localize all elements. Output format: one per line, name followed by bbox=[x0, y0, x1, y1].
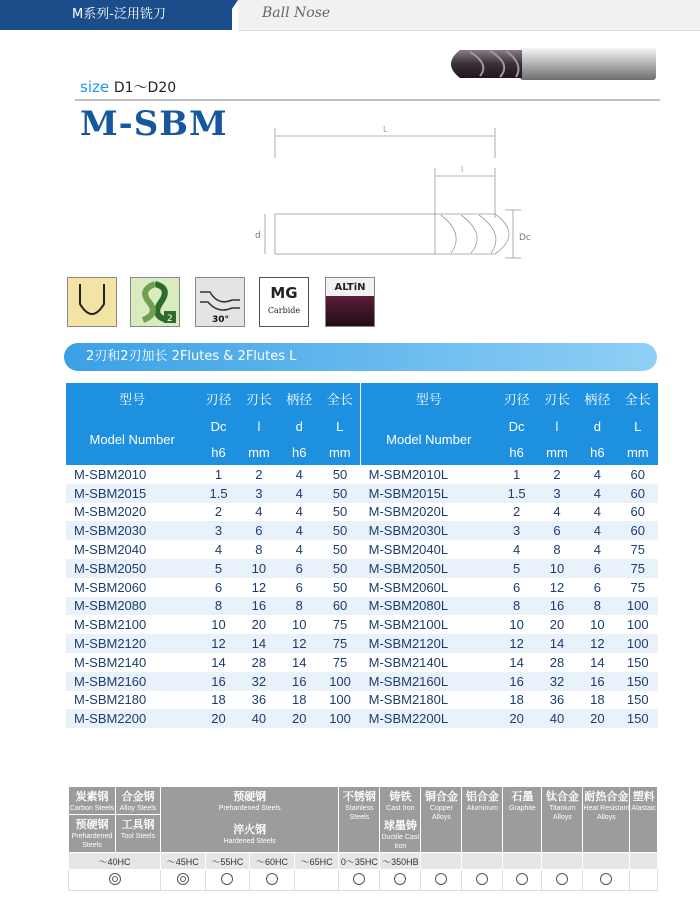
spec-cell: 5 bbox=[198, 559, 238, 578]
two-flute-icon bbox=[130, 277, 180, 327]
flutes-band: 2刃和2刃加长 2Flutes & 2Flutes L bbox=[64, 343, 657, 371]
spec-cell: 4 bbox=[255, 504, 263, 520]
good-mark-icon bbox=[394, 873, 406, 885]
model-number-cell: M-SBM2010L bbox=[368, 466, 449, 482]
spec-cell: 18 bbox=[211, 692, 226, 708]
spec-cell: 2 bbox=[512, 504, 521, 520]
series-label: M系列-泛用铣刀 bbox=[72, 7, 166, 22]
spec-cell: 8 bbox=[255, 542, 263, 558]
spec-cell: 10 bbox=[292, 617, 307, 633]
ball-nose-icon bbox=[67, 277, 117, 327]
spec-cell: 50 bbox=[332, 466, 348, 482]
table-row bbox=[66, 503, 658, 522]
spec-cell: 6 bbox=[295, 579, 303, 595]
spec-cell: 4 bbox=[577, 521, 617, 540]
spec-cell: 100 bbox=[626, 617, 649, 633]
spec-cell: 60 bbox=[630, 466, 645, 482]
spec-cell: 28 bbox=[251, 654, 267, 670]
spec-cell: 8 bbox=[198, 597, 238, 616]
table-row bbox=[66, 465, 658, 484]
model-number-cell: M-SBM2015L bbox=[361, 484, 497, 503]
dim-Dc: Dc bbox=[519, 233, 531, 243]
spec-cell: 100 bbox=[319, 672, 360, 691]
spec-cell: 4 bbox=[214, 542, 223, 558]
spec-cell: 14 bbox=[239, 634, 279, 653]
spec-cell: 3 bbox=[537, 484, 577, 503]
spec-cell: 16 bbox=[537, 597, 577, 616]
model-number-cell: M-SBM2140L bbox=[368, 654, 449, 670]
spec-cell: 3 bbox=[496, 521, 536, 540]
spec-cell: 1 bbox=[512, 466, 521, 482]
spec-cell: 2 bbox=[255, 466, 263, 482]
good-mark-icon bbox=[353, 873, 365, 885]
spec-cell: 14 bbox=[537, 634, 577, 653]
spec-cell: 16 bbox=[496, 672, 536, 691]
excellent-mark-icon bbox=[109, 873, 121, 885]
coating-icon: ALTiN bbox=[325, 277, 375, 327]
spec-cell: 18 bbox=[590, 692, 605, 708]
spec-cell: 4 bbox=[295, 504, 303, 520]
dim-L: L bbox=[383, 125, 388, 134]
model-number-cell: M-SBM2120 bbox=[66, 634, 198, 653]
model-number-cell: M-SBM2200 bbox=[66, 709, 198, 728]
spec-cell: 4 bbox=[279, 521, 319, 540]
table-row bbox=[66, 653, 658, 672]
material-table: 炭素钢 Carbon Steels 合金钢 Alloy Steels 预硬钢 Prehardened Steels 淬火钢 Hardened Steels 不锈钢 Stainless Steels 铸铁 Cast Iron 球墨铸 Ductile Cast Iron 铜合金 Copper Alloys 铝合金 Aluminum 石墨 Graphite 钛合金 Titanium Alloys 耐热合金 Heat Resistant Alloys 塑料 Alastaic 预硬钢 Prehardened Steels 工具钢 Tool Steels ～40HC ～45HC ～55HC ～60HC ～65HC 0～35HC ～350HB bbox=[68, 786, 658, 891]
subtitle: Ball Nose bbox=[262, 5, 331, 21]
table-row bbox=[66, 672, 658, 691]
excellent-mark-icon bbox=[177, 873, 189, 885]
model-number-cell: M-SBM2010 bbox=[74, 466, 147, 482]
good-mark-icon bbox=[556, 873, 568, 885]
model-number-cell: M-SBM2120L bbox=[361, 634, 497, 653]
spec-cell: 16 bbox=[577, 672, 617, 691]
series-tab-edge bbox=[218, 0, 238, 30]
spec-cell: 1 bbox=[214, 466, 223, 482]
spec-cell: 10 bbox=[537, 559, 577, 578]
spec-cell: 12 bbox=[549, 579, 565, 595]
spec-cell: 4 bbox=[593, 542, 601, 558]
spec-cell: 75 bbox=[332, 654, 348, 670]
spec-cell: 20 bbox=[549, 617, 565, 633]
spec-cell: 8 bbox=[496, 597, 536, 616]
spec-cell: 20 bbox=[198, 709, 238, 728]
spec-cell: 6 bbox=[537, 521, 577, 540]
spec-cell: 14 bbox=[509, 654, 524, 670]
table-row bbox=[66, 691, 658, 710]
spec-cell: 150 bbox=[626, 692, 649, 708]
model-number-cell: M-SBM2160 bbox=[66, 672, 198, 691]
table-row bbox=[66, 597, 658, 616]
spec-cell: 6 bbox=[239, 521, 279, 540]
spec-cell: 75 bbox=[630, 579, 645, 595]
spec-cell: 20 bbox=[577, 709, 617, 728]
spec-cell: 8 bbox=[553, 542, 561, 558]
model-number-cell: M-SBM2030L bbox=[361, 521, 497, 540]
spec-cell: 2 bbox=[214, 504, 223, 520]
tool-photo bbox=[440, 40, 660, 90]
model-number-cell: M-SBM2060 bbox=[74, 579, 147, 595]
spec-cell: 10 bbox=[590, 617, 605, 633]
table-row bbox=[66, 615, 658, 634]
good-mark-icon bbox=[221, 873, 233, 885]
spec-cell: 20 bbox=[251, 617, 267, 633]
spec-cell: 60 bbox=[630, 504, 645, 520]
model-number-cell: M-SBM2100 bbox=[74, 617, 147, 633]
model-number-cell: M-SBM2060L bbox=[368, 579, 449, 595]
spec-cell: 1.5 bbox=[496, 484, 536, 503]
spec-cell: 75 bbox=[332, 617, 348, 633]
spec-cell: 12 bbox=[279, 634, 319, 653]
model-number-cell: M-SBM2080L bbox=[361, 597, 497, 616]
spec-cell: 100 bbox=[618, 597, 658, 616]
model-number-cell: M-SBM2020 bbox=[74, 504, 147, 520]
good-mark-icon bbox=[435, 873, 447, 885]
spec-cell: 50 bbox=[319, 559, 360, 578]
spec-cell: 4 bbox=[512, 542, 521, 558]
spec-cell: 50 bbox=[319, 484, 360, 503]
spec-cell: 100 bbox=[618, 634, 658, 653]
spec-cell: 100 bbox=[319, 709, 360, 728]
spec-cell: 36 bbox=[549, 692, 565, 708]
spec-cell: 28 bbox=[549, 654, 565, 670]
series-tab bbox=[0, 0, 232, 30]
table-row bbox=[66, 634, 658, 653]
spec-cell: 4 bbox=[295, 542, 303, 558]
spec-cell: 4 bbox=[279, 484, 319, 503]
spec-cell: 75 bbox=[618, 559, 658, 578]
spec-cell: 32 bbox=[537, 672, 577, 691]
model-number-cell: M-SBM2180L bbox=[368, 692, 449, 708]
model-number-cell: M-SBM2140 bbox=[74, 654, 147, 670]
spec-cell: 4 bbox=[553, 504, 561, 520]
spec-cell: 3 bbox=[198, 521, 238, 540]
spec-cell: 10 bbox=[211, 617, 226, 633]
svg-text:30°: 30° bbox=[212, 315, 230, 325]
good-mark-icon bbox=[476, 873, 488, 885]
spec-cell: 6 bbox=[214, 579, 223, 595]
spec-cell: 6 bbox=[577, 559, 617, 578]
spec-cell: 12 bbox=[496, 634, 536, 653]
spec-cell: 14 bbox=[292, 654, 307, 670]
model-number-cell: M-SBM2050L bbox=[361, 559, 497, 578]
model-number-cell: M-SBM2020L bbox=[368, 504, 449, 520]
spec-cell: 14 bbox=[590, 654, 605, 670]
spec-cell: 75 bbox=[630, 542, 645, 558]
spec-cell: 12 bbox=[577, 634, 617, 653]
table-row bbox=[66, 540, 658, 559]
spec-cell: 4 bbox=[577, 484, 617, 503]
dim-d: d bbox=[255, 231, 261, 241]
model-number-cell: M-SBM2030 bbox=[66, 521, 198, 540]
spec-cell: 16 bbox=[198, 672, 238, 691]
spec-cell: 50 bbox=[332, 542, 348, 558]
spec-cell: 150 bbox=[626, 654, 649, 670]
spec-cell: 3 bbox=[239, 484, 279, 503]
model-number-cell: M-SBM2015 bbox=[66, 484, 198, 503]
dim-l: l bbox=[461, 165, 464, 174]
spec-cell: 8 bbox=[577, 597, 617, 616]
spec-cell: 16 bbox=[239, 597, 279, 616]
spec-cell: 75 bbox=[319, 634, 360, 653]
helix-angle-icon bbox=[195, 277, 245, 327]
table-row bbox=[66, 578, 658, 597]
spec-cell: 4 bbox=[295, 466, 303, 482]
good-mark-icon bbox=[600, 873, 612, 885]
spec-cell: 100 bbox=[329, 692, 351, 708]
table-row bbox=[66, 521, 658, 540]
page-title: M-SBM bbox=[80, 104, 228, 144]
table-row bbox=[66, 484, 658, 503]
divider bbox=[75, 99, 660, 101]
table-row bbox=[66, 709, 658, 728]
spec-cell: 150 bbox=[618, 672, 658, 691]
spec-cell: 6 bbox=[279, 559, 319, 578]
model-number-cell: M-SBM2180 bbox=[74, 692, 147, 708]
spec-cell: 10 bbox=[509, 617, 524, 633]
model-number-cell: M-SBM2050 bbox=[66, 559, 198, 578]
spec-cell: 50 bbox=[332, 579, 348, 595]
technical-drawing bbox=[255, 118, 575, 278]
spec-cell: 40 bbox=[537, 709, 577, 728]
spec-cell: 20 bbox=[496, 709, 536, 728]
good-mark-icon bbox=[266, 873, 278, 885]
spec-cell: 50 bbox=[319, 521, 360, 540]
spec-cell: 50 bbox=[332, 504, 348, 520]
spec-cell: 60 bbox=[618, 521, 658, 540]
model-number-cell: M-SBM2160L bbox=[361, 672, 497, 691]
spec-cell: 32 bbox=[239, 672, 279, 691]
spec-cell: 5 bbox=[496, 559, 536, 578]
spec-cell: 4 bbox=[593, 466, 601, 482]
spec-cell: 20 bbox=[279, 709, 319, 728]
spec-cell: 60 bbox=[319, 597, 360, 616]
spec-cell: 150 bbox=[618, 709, 658, 728]
model-number-cell: M-SBM2040 bbox=[74, 542, 147, 558]
model-number-cell: M-SBM2080 bbox=[66, 597, 198, 616]
spec-cell: 1.5 bbox=[198, 484, 238, 503]
carbide-grade-icon: MG Carbide bbox=[259, 277, 309, 327]
good-mark-icon bbox=[516, 873, 528, 885]
spec-cell: 18 bbox=[509, 692, 524, 708]
svg-text:2: 2 bbox=[167, 314, 173, 324]
spec-cell: 10 bbox=[239, 559, 279, 578]
spec-cell: 8 bbox=[279, 597, 319, 616]
size-range: size D1～D20 bbox=[80, 78, 177, 96]
table-row bbox=[66, 559, 658, 578]
spec-table: 型号 刃径 刃长 柄径 全长 型号 刃径 刃长 柄径 全长 Model Number Dc l d L Model Number Dc l d L h6 mm h6 mm h6 mm h6 mm M-SBM2010 1 2 4 50 M-SBM2010L 1 2 4 60 M-SBM2015 1.5 3 4 50 M-SBM2015L 1.5 3 4 60 M-SBM2020 2 4 4 50 M-SBM2020L 2 4 4 60 M-SBM2030 3 6 4 50 M-SBM2030L 3 6 4 60 M-SBM2040 4 8 4 50 M-SBM2040L 4 8 4 75 M-SBM2050 5 10 6 50 M-SBM2050L 5 10 6 75 M-SBM2060 6 12 6 50 M-SBM2060L 6 12 6 75 M-SBM2080 8 16 8 60 M-SBM2080L 8 16 8 100 M-SBM2100 10 20 10 75 M-SBM2100L 10 20 10 100 M-SBM2120 12 14 12 75 M-SBM2120L 12 14 12 100 M-SBM2140 14 28 14 75 M-SBM2140L 14 28 14 150 M-SBM2160 16 32 16 100 M-SBM2160L 16 32 16 150 M-SBM2180 18 36 18 100 M-SBM2180L 18 36 18 150 M-SBM2200 20 40 20 100 M-SBM2200L 20 40 20 150 bbox=[66, 383, 658, 728]
model-number-cell: M-SBM2200L bbox=[361, 709, 497, 728]
spec-cell: 2 bbox=[553, 466, 561, 482]
spec-cell: 4 bbox=[593, 504, 601, 520]
spec-cell: 60 bbox=[618, 484, 658, 503]
spec-cell: 36 bbox=[251, 692, 267, 708]
spec-cell: 18 bbox=[292, 692, 307, 708]
spec-cell: 40 bbox=[239, 709, 279, 728]
spec-cell: 16 bbox=[279, 672, 319, 691]
spec-cell: 12 bbox=[198, 634, 238, 653]
spec-cell: 6 bbox=[593, 579, 601, 595]
spec-cell: 12 bbox=[251, 579, 267, 595]
spec-cell: 14 bbox=[211, 654, 226, 670]
spec-cell: 6 bbox=[512, 579, 521, 595]
model-number-cell: M-SBM2040L bbox=[368, 542, 449, 558]
model-number-cell: M-SBM2100L bbox=[368, 617, 449, 633]
